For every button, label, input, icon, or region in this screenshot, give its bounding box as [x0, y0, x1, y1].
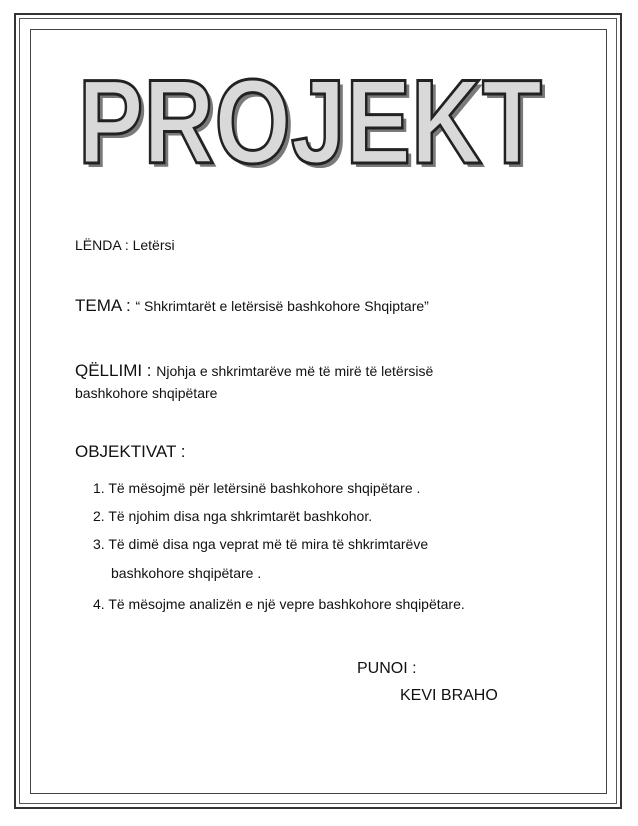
objective-item-continued: [111, 565, 261, 581]
objective-item: [93, 480, 420, 496]
goal-line: [75, 361, 433, 381]
objective-number: 4.: [93, 596, 105, 612]
objective-text: bashkohore shqipëtare .: [111, 565, 262, 581]
objective-number: 2.: [93, 508, 105, 524]
objective-item: [93, 536, 428, 552]
subject-value: : Letërsi: [124, 237, 175, 253]
goal-value-continued: bashkohore shqipëtare: [75, 385, 218, 401]
objective-item: [93, 596, 465, 612]
goal-value: Njohja e shkrimtarëve më të mirë të letërsisë: [156, 363, 434, 379]
theme-label: TEMA :: [75, 296, 131, 315]
objective-text: Të njohim disa nga shkrimtarët bashkohor.: [108, 508, 373, 524]
objective-item: [93, 508, 372, 524]
author-name: KEVI BRAHO: [400, 687, 498, 704]
objective-text: Të mësojmë për letërsinë bashkohore shqipëtare .: [108, 480, 421, 496]
objectives-title: OBJEKTIVAT :: [75, 442, 186, 461]
subject-line: [75, 237, 175, 253]
objective-number: 3.: [93, 536, 105, 552]
theme-value: “ Shkrimtarët e letërsisë bashkohore Shqiptare”: [135, 298, 429, 314]
objective-text: Të mësojme analizën e një vepre bashkohore shqipëtare.: [108, 596, 465, 612]
objective-number: 1.: [93, 480, 105, 496]
goal-label: QËLLIMI :: [75, 361, 152, 380]
page-title: PROJEKT: [78, 70, 542, 180]
title-shadow: PROJEKT: [82, 70, 546, 180]
objective-text: Të dimë disa nga veprat më të mira të shkrimtarëve: [108, 536, 429, 552]
author-label: PUNOI :: [357, 660, 417, 677]
theme-line: [75, 296, 429, 316]
subject-label: LËNDA: [75, 237, 121, 253]
title-wordart: [60, 70, 560, 180]
